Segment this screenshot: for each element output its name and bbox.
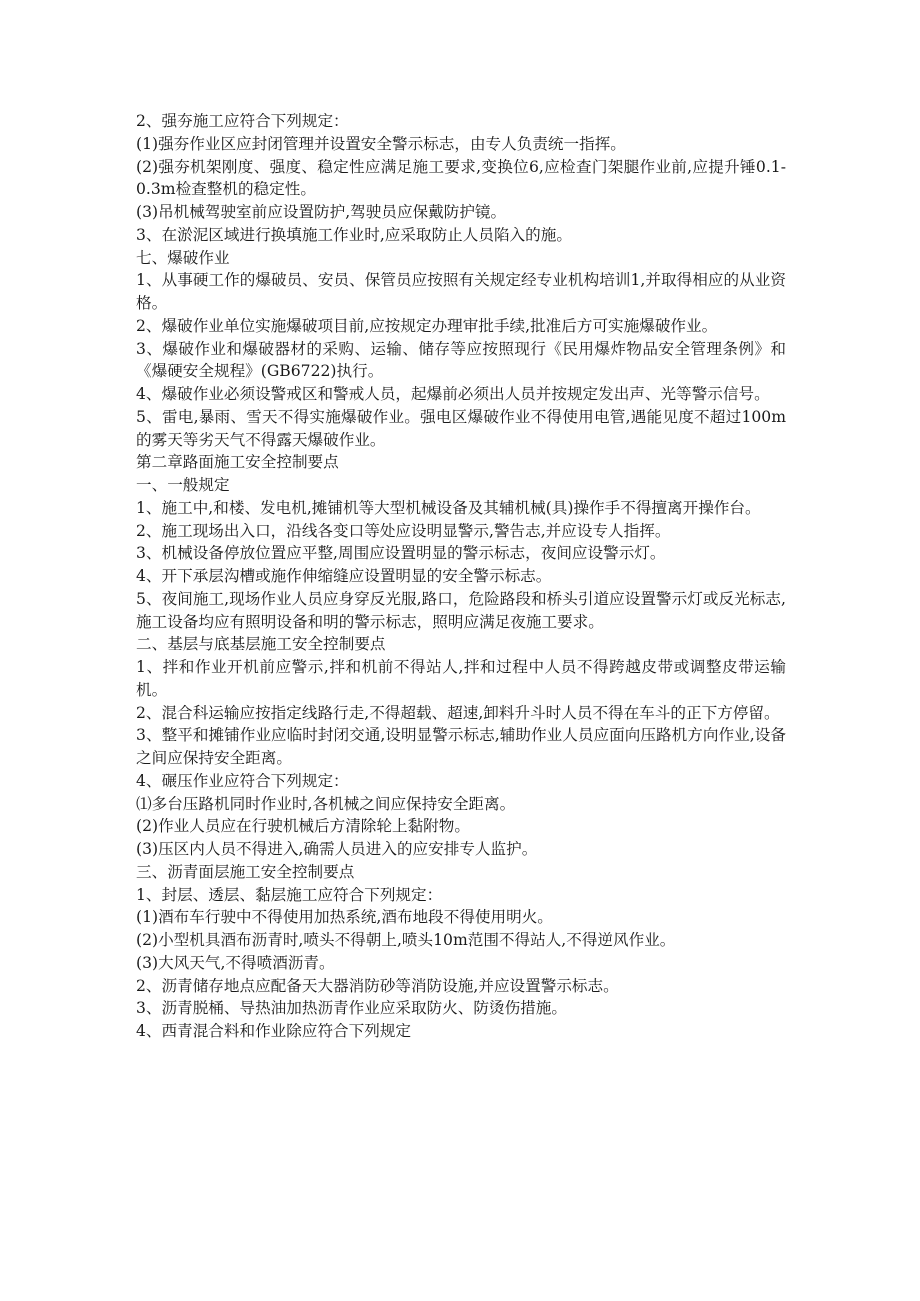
paragraph: 3、在淤泥区域进行换填施工作业时,应采取防止人员陷入的施。 <box>136 225 572 244</box>
section-heading: 七、爆破作业 <box>136 248 230 267</box>
paragraph: 4、西青混合料和作业除应符合下列规定 <box>136 1022 412 1040</box>
paragraph: 4、爆破作业必须设警戒区和警戒人员，起爆前必须出人员并按规定发出声、光等警示信号。 <box>136 385 770 403</box>
paragraph: 2、爆破作业单位实施爆破项目前,应按规定办理审批手续,批准后方可实施爆破作业。 <box>136 316 718 335</box>
paragraph: 2、强夯施工应符合下列规定： <box>136 112 349 130</box>
paragraph: (3)大风天气,不得喷酒沥青。 <box>136 953 335 972</box>
chapter-heading: 第二章路面施工安全控制要点 <box>136 453 339 472</box>
paragraph: 2、沥青储存地点应配备天大器消防砂等消防设施,并应设置警示标志。 <box>136 976 619 995</box>
document-page <box>136 110 786 1043</box>
section-heading: 三、沥青面层施工安全控制要点 <box>136 862 355 881</box>
paragraph: (1)强夯作业区应封闭管理并设置安全警示标志，由专人负责统一指挥。 <box>136 134 626 153</box>
paragraph: 1、拌和作业开机前应警示,拌和机前不得站人,拌和过程中人员不得跨越皮带或调整皮带运输机。 <box>136 658 786 699</box>
paragraph: 3、沥青脱桶、导热油加热沥青作业应采取防火、防烫伤措施。 <box>136 999 567 1018</box>
paragraph: (2)小型机具酒布沥青时,喷头不得朝上,喷头10m范围不得站人,不得逆风作业。 <box>136 931 676 949</box>
paragraph: (2)强夯机架刚度、强度、稳定性应满足施工要求,变换位6,应检查门架腿作业前,应提升锤0.1-0.3m检查整机的稳定性。 <box>136 157 786 199</box>
paragraph: (3)压区内人员不得进入,确需人员进入的应安排专人监护。 <box>136 840 538 858</box>
paragraph: 5、夜间施工,现场作业人员应身穿反光服,路口，危险路段和桥头引道应设置警示灯或反光标志,施工设备均应有照明设备和明的警示标志，照明应满足夜施工要求。 <box>136 589 786 631</box>
paragraph: 3、整平和摊铺作业应临时封闭交通,设明显警示标志,辅助作业人员应面向压路机方向作业,设备之间应保持安全距离。 <box>136 726 786 767</box>
paragraph: 1、封层、透层、黏层施工应符合下列规定： <box>136 885 443 904</box>
paragraph: 4、碾压作业应符合下列规定： <box>136 771 349 790</box>
paragraph: (1)酒布车行驶中不得使用加热系统,酒布地段不得使用明火。 <box>136 908 553 927</box>
paragraph: 1、从事硬工作的爆破员、安员、保管员应按照有关规定经专业机构培训1,并取得相应的从业资格。 <box>136 271 786 312</box>
paragraph: 2、施工现场出入口，沿线各变口等处应设明显警示,警告志,并应设专人指挥。 <box>136 521 671 540</box>
paragraph: (3)吊机械驾驶室前应设置防护,驾驶员应保戴防护镜。 <box>136 203 507 221</box>
paragraph: ⑴多台压路机同时作业时,各机械之间应保持安全距离。 <box>136 794 516 813</box>
paragraph: (2)作业人员应在行驶机械后方清除轮上黏附物。 <box>136 817 470 836</box>
paragraph: 3、机械设备停放位置应平整,周围应设置明显的警示标志，夜间应设警示灯。 <box>136 544 666 563</box>
paragraph: 2、混合科运输应按指定线路行走,不得超载、超速,卸料升斗时人员不得在车斗的正下方停留。 <box>136 703 780 722</box>
paragraph: 4、开下承层沟槽或施作伸缩缝应设置明显的安全警示标志。 <box>136 567 552 585</box>
section-heading: 一、一般规定 <box>136 476 230 494</box>
paragraph: 3、爆破作业和爆破器材的采购、运输、储存等应按照现行《民用爆炸物品安全管理条例》和《爆硬安全规程》(GB6722)执行。 <box>136 339 786 381</box>
paragraph: 5、雷电,暴雨、雪天不得实施爆破作业。强电区爆破作业不得使用电管,遇能见度不超过100m的雾天等劣天气不得露天爆破作业。 <box>136 407 786 449</box>
paragraph: 1、施工中,和楼、发电机,摊铺机等大型机械设备及其辅机械(具)操作手不得擅离开操作台。 <box>136 498 761 517</box>
section-heading: 二、基层与底基层施工安全控制要点 <box>136 635 386 654</box>
